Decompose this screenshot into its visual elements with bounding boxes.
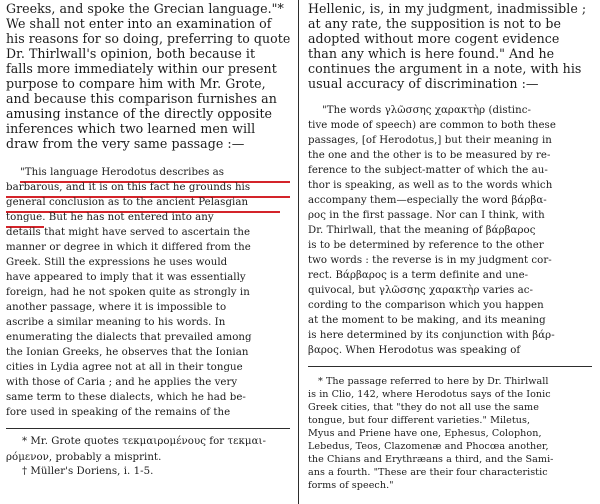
right-quote-line: cording to the comparison which you happen <box>308 300 544 311</box>
left-body-line: Greeks, and spoke the Grecian language."* <box>6 1 284 16</box>
left-body-line: draw from the very same passage :— <box>6 136 245 151</box>
left-body-line: falls more immediately within our present <box>6 61 277 76</box>
right-quote-line: two words : the reverse is in my judgment cor- <box>308 255 552 266</box>
footnote-rule <box>6 428 290 429</box>
right-quote-line: is here determined by its conjunction with βάρ- <box>308 330 555 341</box>
left-quote-line: details that might have served to ascertain the <box>6 227 251 238</box>
left-body-line: his reasons for so doing, preferring to quote <box>6 31 291 46</box>
right-footnote-line: Lebedus, Teos, Clazomenæ and Phocœa another, <box>308 441 549 452</box>
left-body-line: Dr. Thirlwall's opinion, both because it <box>6 46 256 61</box>
left-quote-line: Greek. Still the expressions he uses would <box>6 257 228 268</box>
left-footnote-line: † Müller's Doriens, i. 1-5. <box>22 466 154 477</box>
left-quote-line: enumerating the dialects that prevailed among <box>6 332 252 343</box>
right-quote-line: Dr. Thirlwall, that the meaning of βάρβαρος <box>308 225 536 236</box>
left-quote-line: foreign, had he not spoken quite as strongly in <box>6 287 250 298</box>
left-body-line: and because this comparison furnishes an <box>6 91 277 106</box>
left-body-line: amusing instance of the directly opposite <box>6 106 273 121</box>
right-quote-line: ρος in the first passage. Nor can I think, with <box>308 210 545 221</box>
right-quote-line: rect. Βάρβαρος is a term definite and une- <box>308 270 529 281</box>
column-divider <box>298 0 299 504</box>
left-body-line: purpose to compare him with Mr. Grote, <box>6 76 266 91</box>
right-body-line: Hellenic, is, in my judgment, inadmissible ; <box>308 1 587 16</box>
right-footnote-line: * The passage referred to here by Dr. Thirlwall <box>318 376 549 387</box>
left-quote-line: general conclusion as to the ancient Pelasgian <box>6 197 249 208</box>
right-quote-line: thor is speaking, as well as to the words which <box>308 180 553 191</box>
left-quote-line: "This language Herodotus describes as <box>20 167 225 178</box>
right-body-line: adopted without more cogent evidence <box>308 31 560 46</box>
left-quote-line: ascribe a similar meaning to his words. In <box>6 317 226 328</box>
left-quote-line: fore used in speaking of the remains of the <box>6 407 231 418</box>
left-footnote-line: * Mr. Grote quotes τεκμαιρομένους for τεκμαι- <box>22 436 267 447</box>
right-footnote-line: Greek cities, that "they do not all use the same <box>308 402 539 413</box>
right-quote-line: ference to the subject-matter of which the au- <box>308 165 548 176</box>
right-footnote-line: ans a fourth. "These are their four characteristic <box>308 467 548 478</box>
footnote-rule <box>308 366 592 367</box>
right-body-line: usual accuracy of discrimination :— <box>308 76 539 91</box>
left-quote-line: tongue. But he has not entered into any <box>6 212 214 223</box>
right-body-line: continues the argument in a note, with his <box>308 61 582 76</box>
left-quote-line: with those of Caria ; and he applies the very <box>6 377 238 388</box>
right-footnote-line: forms of speech." <box>308 480 394 491</box>
left-quote-line: barbarous, and it is on this fact he grounds his <box>6 182 251 193</box>
left-body-line: inferences which two learned men will <box>6 121 256 136</box>
left-quote-line: manner or degree in which it differed from the <box>6 242 251 253</box>
left-quote-line: another passage, where it is impossible to <box>6 302 227 313</box>
left-body-line: We shall not enter into an examination of <box>6 16 272 31</box>
left-quote-line: same term to these dialects, which he had be- <box>6 392 246 403</box>
right-quote-line: the one and the other is to be measured by re- <box>308 150 551 161</box>
left-footnote-line: ρόμενον, probably a misprint. <box>6 452 162 463</box>
left-quote-line: cities in Lydia agree not at all in their tongue <box>6 362 243 373</box>
right-footnote-line: is in Clio, 142, where Herodotus says of the Ionic <box>308 389 551 400</box>
right-footnote-line: the Chians and Erythræans a third, and the Sami- <box>308 454 554 465</box>
right-footnote-line: Myus and Priene have one, Ephesus, Colophon, <box>308 428 542 439</box>
right-quote-line: quivocal, but γλῶσσης χαρακτὴρ varies ac- <box>308 285 533 296</box>
right-quote-line: is to be determined by reference to the other <box>308 240 544 251</box>
right-body-line: at any rate, the supposition is not to be <box>308 16 562 31</box>
right-quote-line: passages, [of Herodotus,] but their meaning in <box>308 135 552 146</box>
right-quote-line: "The words γλῶσσης χαρακτὴρ (distinc- <box>322 105 531 116</box>
right-quote-line: at the moment to be making, and its meaning <box>308 315 546 326</box>
right-quote-line: βαρος. When Herodotus was speaking of <box>308 345 521 356</box>
right-quote-line: tive mode of speech) are common to both these <box>308 120 556 131</box>
left-quote-line: have appeared to imply that it was essentially <box>6 272 246 283</box>
right-quote-line: accompany them—especially the word βάρβα- <box>308 195 547 206</box>
right-body-line: than any which is here found." And he <box>308 46 555 61</box>
left-quote-line: the Ionian Greeks, he observes that the Ionian <box>6 347 249 358</box>
right-footnote-line: tongue, but four different varieties." Miletus, <box>308 415 531 426</box>
